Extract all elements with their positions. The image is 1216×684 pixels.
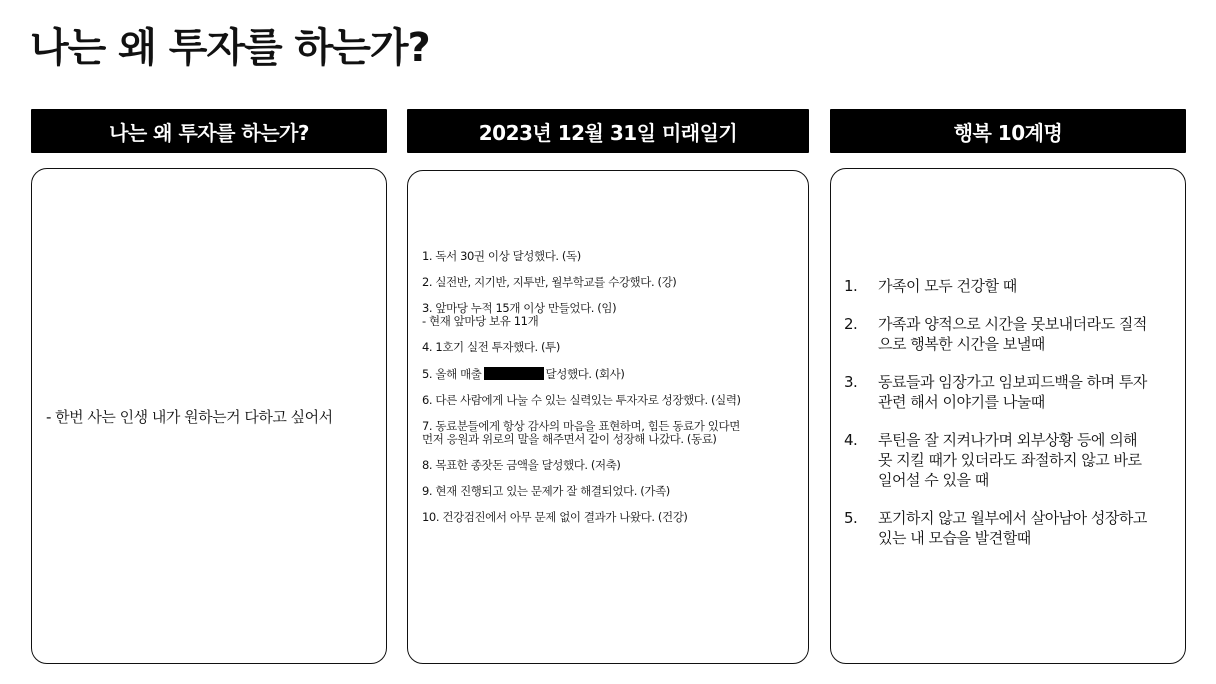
happiness-rule-item [844,372,1178,412]
happiness-rule-number: 2. [844,315,858,333]
diary-item: 7. 동료분들에게 항상 감사의 마음을 표현하며, 힘든 동료가 있다면 먼저 응원과 위로의 말을 해주면서 같이 성장해 나갔다. (동료) [422,419,740,446]
why-invest-header: 나는 왜 투자를 하는가? [31,109,387,153]
future-diary-header: 2023년 12월 31일 미래일기 [407,109,809,153]
diary-item-revenue [422,367,741,381]
happiness-rules-header: 행복 10계명 [830,109,1186,153]
happiness-rule-number: 5. [844,509,858,527]
diary-item: 6. 다른 사람에게 나눌 수 있는 실력있는 투자자로 성장했다. (실력) [422,393,741,407]
diary-item: 3. 앞마당 누적 15개 이상 만들었다. (임) - 현재 앞마당 보유 11개 [422,301,617,328]
happiness-rule-number: 1. [844,277,858,295]
diary-item: 8. 목표한 종잣돈 금액을 달성했다. (저축) [422,458,621,472]
happiness-rule-text: 동료들과 임장가고 임보피드백을 하며 투자 관련 해서 이야기를 나눌때 [878,373,1147,411]
happiness-rule-text: 포기하지 않고 월부에서 살아남아 성장하고 있는 내 모습을 발견할때 [878,509,1147,547]
happiness-rule-text: 루틴을 잘 지켜나가며 외부상황 등에 의해 못 지킬 때가 있더라도 좌절하지 않고 바로 일어설 수 있을 때 [878,431,1142,489]
future-diary-column [407,109,809,524]
diary-item: 10. 건강검진에서 아무 문제 없이 결과가 나왔다. (건강) [422,510,688,524]
page-title: 나는 왜 투자를 하는가? [30,25,430,71]
happiness-rule-number: 4. [844,431,858,449]
happiness-rule-number: 3. [844,373,858,391]
future-diary-list [422,250,741,537]
happiness-rules-box [830,168,1186,664]
diary-item: 9. 현재 진행되고 있는 문제가 잘 해결되었다. (가족) [422,484,670,498]
happiness-rules-list [844,276,1178,566]
diary-item: 2. 실전반, 지기반, 지투반, 월부학교를 수강했다. (강) [422,275,677,289]
diary-item-revenue-suffix: 달성했다. (회사) [545,367,625,381]
happiness-rules-column [830,109,1186,547]
happiness-rule-item [844,430,1178,490]
happiness-rule-item [844,508,1178,548]
diary-item-revenue-prefix: 5. 올해 매출 [422,367,482,381]
happiness-rule-text: 가족과 양적으로 시간을 못보내더라도 질적 으로 행복한 시간을 보낼때 [878,315,1147,353]
why-invest-box [31,168,387,664]
happiness-rule-item [844,276,1178,296]
why-invest-reason: - 한번 사는 인생 내가 원하는거 다하고 싶어서 [46,407,333,426]
redacted-amount [484,367,544,380]
diary-item: 4. 1호기 실전 투자했다. (투) [422,340,560,354]
why-invest-column [31,109,387,426]
diary-item: 1. 독서 30권 이상 달성했다. (독) [422,249,581,263]
future-diary-box [407,170,809,664]
happiness-rule-text: 가족이 모두 건강할 때 [878,277,1017,295]
happiness-rule-item [844,314,1178,354]
